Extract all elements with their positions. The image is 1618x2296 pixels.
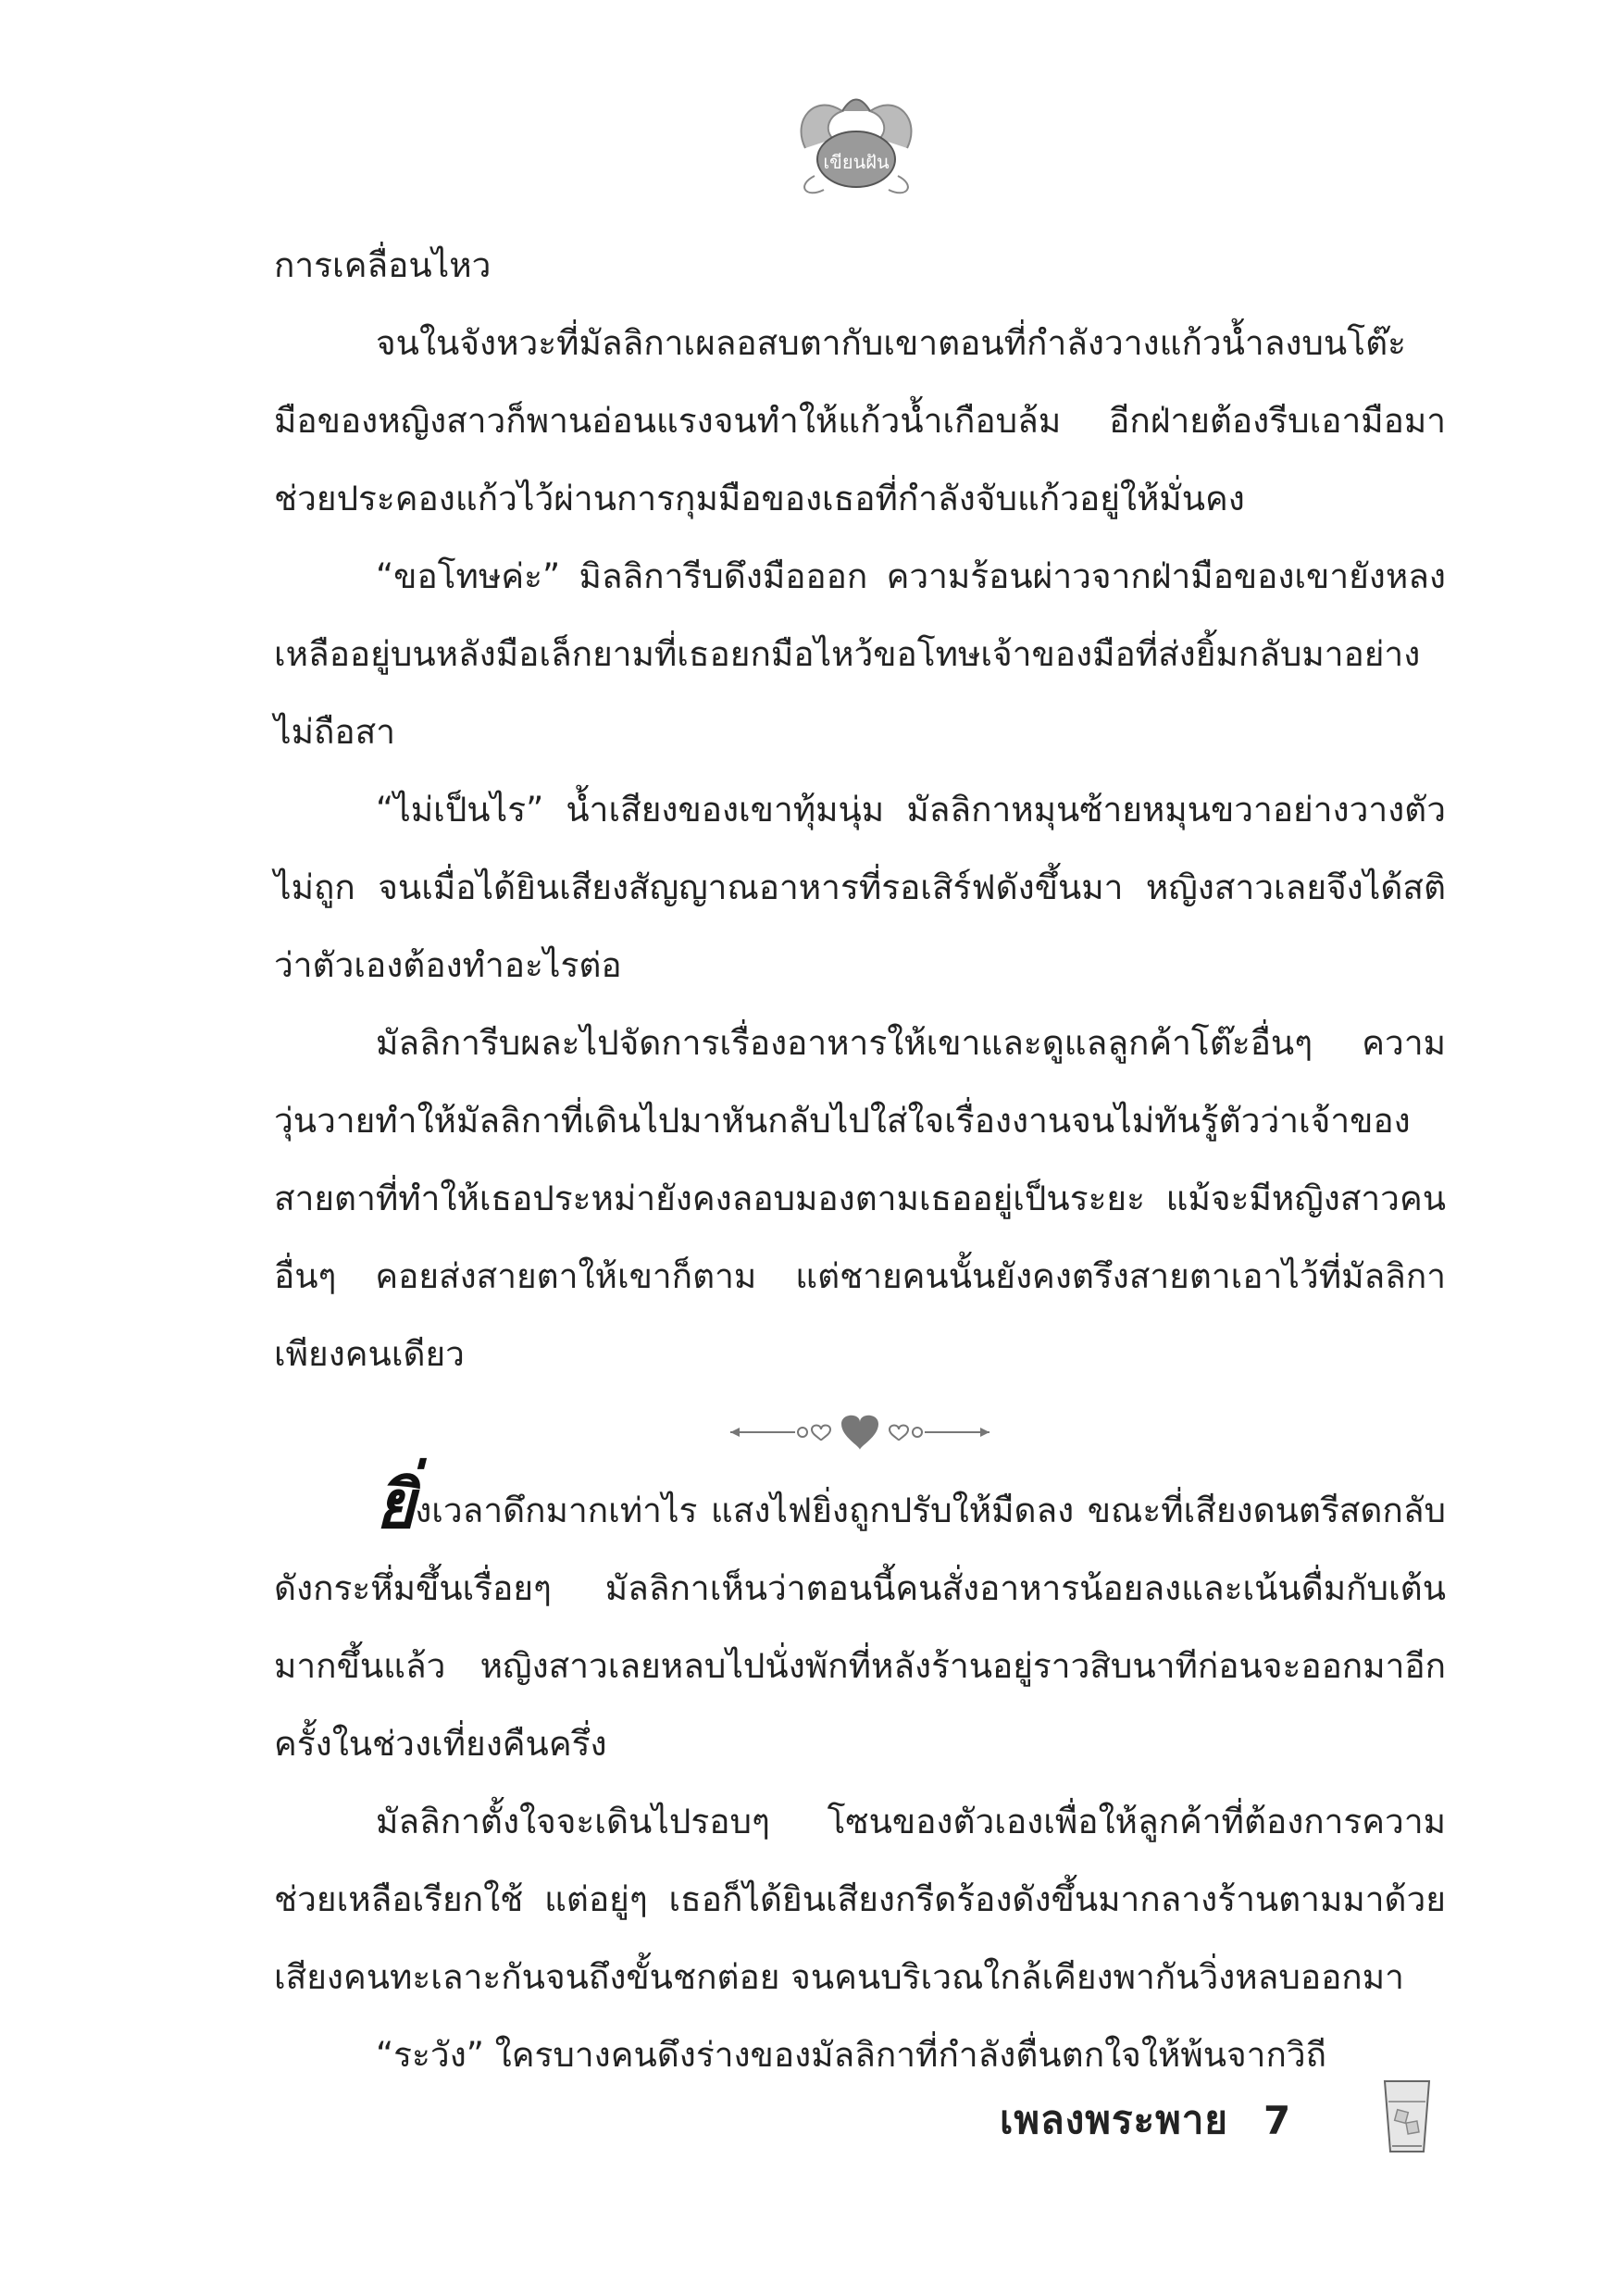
page-footer bbox=[1000, 2083, 1407, 2157]
heart-divider-icon bbox=[721, 1409, 999, 1455]
dropcap-letter: ยิ่ bbox=[376, 1466, 416, 1543]
paragraph: การเคลื่อนไหว bbox=[274, 245, 492, 285]
dropcap-paragraph-text: งเวลาดึกมากเท่าไร แสงไฟยิ่งถูกปรับให้มืดลง ขณะที่เสียงดนตรีสดกลับดังกระหึ่มขึ้นเรื่อยๆ มัลลิกาเห็นว่าตอนนี้คนสั่งอาหารน้อยลงและเน้นดื่มกับเต้นมากขึ้นแล้ว หญิงสาวเลยหลบไปนั่งพักที่หลังร้านอยู่ราวสิบนาทีก่อนจะออกมาอีกครั้งในช่วงเที่ยงคืนครึ่ง bbox=[274, 1491, 1446, 1764]
emblem-graphic bbox=[787, 83, 926, 204]
section-divider bbox=[274, 1393, 1446, 1471]
paragraph: จนในจังหวะที่มัลลิกาเผลอสบตากับเขาตอนที่กำลังวางแก้วน้ำลงบนโต๊ะ มือของหญิงสาวก็พานอ่อนแรงจนทำให้แก้วน้ำเกือบล้ม อีกฝ่ายต้องรีบเอามือมาช่วยประคองแก้วไว้ผ่านการกุมมือของเธอที่กำลังจับแก้วอยู่ให้มั่นคง bbox=[274, 323, 1446, 518]
glass-icon bbox=[1379, 2074, 1435, 2157]
paragraph: มัลลิการีบผละไปจัดการเรื่องอาหารให้เขาและดูแลลูกค้าโต๊ะอื่นๆ ความวุ่นวายทำให้มัลลิกาที่เดินไปมาหันกลับไปใส่ใจเรื่องงานจนไม่ทันรู้ตัวว่าเจ้าของสายตาที่ทำให้เธอประหม่ายังคงลอบมองตามเธออยู่เป็นระยะ แม้จะมีหญิงสาวคนอื่นๆ คอยส่งสายตาให้เขาก็ตาม แต่ชายคนนั้นยังคงตรึงสายตาเอาไว้ที่มัลลิกาเพียงคนเดียว bbox=[274, 1023, 1446, 1374]
emblem-text: เขียนฝัน bbox=[823, 151, 890, 173]
paragraph: “ขอโทษค่ะ” มิลลิการีบดึงมือออก ความร้อนผ่าวจากฝ่ามือของเขายังหลงเหลืออยู่บนหลังมือเล็กยามที่เธอยกมือไหว้ขอโทษเจ้าของมือที่ส่งยิ้มกลับมาอย่างไม่ถือสา bbox=[274, 556, 1446, 752]
dropcap-paragraph bbox=[274, 1466, 1446, 1783]
paragraph: “ระวัง” ใครบางคนดึงร่างของมัลลิกาที่กำลังตื่นตกใจให้พ้นจากวิถี bbox=[376, 2035, 1327, 2075]
paragraph: “ไม่เป็นไร” น้ำเสียงของเขาทุ้มนุ่ม มัลลิกาหมุนซ้ายหมุนขวาอย่างวางตัวไม่ถูก จนเมื่อได้ยินเสียงสัญญาณอาหารที่รอเสิร์ฟดังขึ้นมา หญิงสาวเลยจึงได้สติว่าตัวเองต้องทำอะไรต่อ bbox=[274, 790, 1446, 985]
body-text bbox=[274, 227, 1446, 2094]
page-number: 7 bbox=[1263, 2097, 1291, 2143]
book-title: เพลงพระพาย bbox=[1000, 2097, 1228, 2142]
paragraph: มัลลิกาตั้งใจจะเดินไปรอบๆ โซนของตัวเองเพื่อให้ลูกค้าที่ต้องการความช่วยเหลือเรียกใช้ แต่อยู่ๆ เธอก็ได้ยินเสียงกรีดร้องดังขึ้นมากลางร้านตามมาด้วยเสียงคนทะเลาะกันจนถึงขั้นชกต่อย จนคนบริเวณใกล้เคียงพากันวิ่งหลบออกมา bbox=[274, 1802, 1446, 1997]
header-emblem bbox=[787, 83, 926, 204]
